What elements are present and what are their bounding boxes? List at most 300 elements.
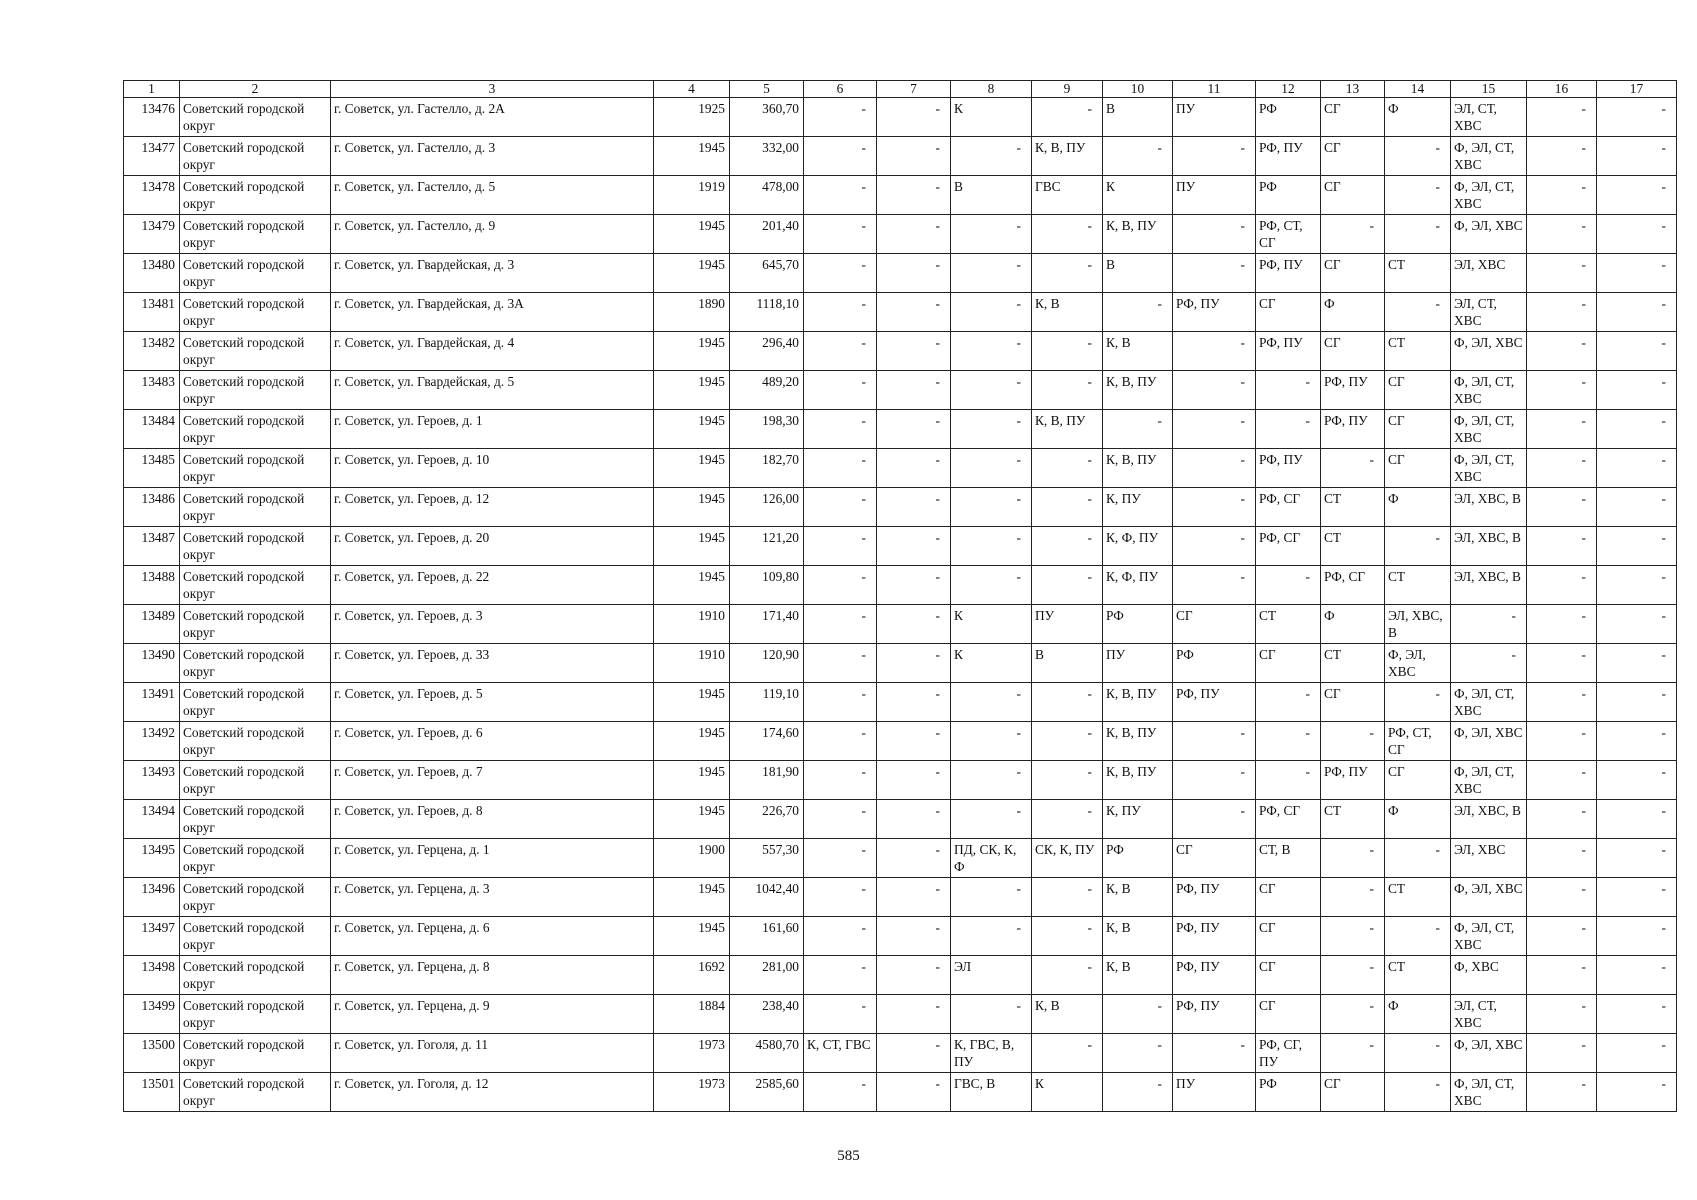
cell-col-13: СГ	[1321, 98, 1385, 137]
cell-col-11: ПУ	[1173, 176, 1256, 215]
cell-col-8: -	[951, 527, 1032, 566]
cell-col-4: 1945	[654, 488, 730, 527]
cell-col-15: Ф, ЭЛ, СТ, ХВС	[1451, 761, 1527, 800]
cell-col-6: -	[804, 761, 877, 800]
cell-col-13: -	[1321, 215, 1385, 254]
cell-col-7: -	[877, 371, 951, 410]
cell-col-6: -	[804, 722, 877, 761]
cell-col-10: -	[1103, 293, 1173, 332]
cell-col-3: г. Советск, ул. Героев, д. 6	[331, 722, 654, 761]
cell-col-2: Советский городской округ	[180, 488, 331, 527]
cell-col-15: ЭЛ, СТ, ХВС	[1451, 995, 1527, 1034]
cell-col-16: -	[1527, 1073, 1597, 1112]
cell-col-12: СГ	[1256, 995, 1321, 1034]
cell-col-11: ПУ	[1173, 1073, 1256, 1112]
cell-col-6: -	[804, 176, 877, 215]
cell-col-15: Ф, ЭЛ, ХВС	[1451, 1034, 1527, 1073]
cell-col-13: СТ	[1321, 488, 1385, 527]
cell-col-3: г. Советск, ул. Герцена, д. 3	[331, 878, 654, 917]
cell-col-1: 13493	[124, 761, 180, 800]
table-row	[124, 293, 1677, 332]
cell-col-6: -	[804, 371, 877, 410]
cell-col-1: 13495	[124, 839, 180, 878]
table-row	[124, 410, 1677, 449]
cell-col-13: -	[1321, 917, 1385, 956]
cell-col-7: -	[877, 449, 951, 488]
cell-col-14: СГ	[1385, 449, 1451, 488]
cell-col-17: -	[1597, 800, 1677, 839]
cell-col-3: г. Советск, ул. Героев, д. 12	[331, 488, 654, 527]
cell-col-4: 1945	[654, 215, 730, 254]
cell-col-5: 171,40	[730, 605, 804, 644]
cell-col-7: -	[877, 488, 951, 527]
cell-col-5: 161,60	[730, 917, 804, 956]
cell-col-10: -	[1103, 1073, 1173, 1112]
cell-col-8: В	[951, 176, 1032, 215]
cell-col-12: СГ	[1256, 917, 1321, 956]
cell-col-6: -	[804, 800, 877, 839]
column-header-3: 3	[331, 81, 654, 98]
cell-col-17: -	[1597, 527, 1677, 566]
cell-col-15: ЭЛ, ХВС, В	[1451, 566, 1527, 605]
table-row	[124, 176, 1677, 215]
cell-col-10: В	[1103, 98, 1173, 137]
cell-col-1: 13488	[124, 566, 180, 605]
cell-col-17: -	[1597, 566, 1677, 605]
cell-col-5: 489,20	[730, 371, 804, 410]
cell-col-17: -	[1597, 137, 1677, 176]
cell-col-5: 360,70	[730, 98, 804, 137]
cell-col-10: ПУ	[1103, 644, 1173, 683]
cell-col-4: 1692	[654, 956, 730, 995]
cell-col-6: -	[804, 1073, 877, 1112]
column-header-4: 4	[654, 81, 730, 98]
cell-col-5: 281,00	[730, 956, 804, 995]
cell-col-9: -	[1032, 1034, 1103, 1073]
cell-col-9: -	[1032, 917, 1103, 956]
cell-col-8: -	[951, 449, 1032, 488]
cell-col-9: В	[1032, 644, 1103, 683]
cell-col-10: РФ	[1103, 605, 1173, 644]
cell-col-10: К, В, ПУ	[1103, 683, 1173, 722]
cell-col-10: К, Ф, ПУ	[1103, 566, 1173, 605]
cell-col-13: -	[1321, 995, 1385, 1034]
cell-col-11: РФ, ПУ	[1173, 917, 1256, 956]
cell-col-2: Советский городской округ	[180, 1034, 331, 1073]
cell-col-12: РФ, СТ, СГ	[1256, 215, 1321, 254]
cell-col-17: -	[1597, 761, 1677, 800]
cell-col-2: Советский городской округ	[180, 917, 331, 956]
cell-col-16: -	[1527, 1034, 1597, 1073]
cell-col-8: -	[951, 293, 1032, 332]
cell-col-1: 13498	[124, 956, 180, 995]
cell-col-4: 1900	[654, 839, 730, 878]
cell-col-16: -	[1527, 371, 1597, 410]
cell-col-13: СТ	[1321, 644, 1385, 683]
cell-col-14: СГ	[1385, 371, 1451, 410]
cell-col-13: Ф	[1321, 605, 1385, 644]
cell-col-12: -	[1256, 566, 1321, 605]
cell-col-17: -	[1597, 1034, 1677, 1073]
cell-col-5: 478,00	[730, 176, 804, 215]
cell-col-7: -	[877, 878, 951, 917]
cell-col-10: К, ПУ	[1103, 488, 1173, 527]
cell-col-4: 1945	[654, 410, 730, 449]
cell-col-11: РФ, ПУ	[1173, 293, 1256, 332]
cell-col-12: РФ, ПУ	[1256, 254, 1321, 293]
cell-col-17: -	[1597, 176, 1677, 215]
cell-col-15: Ф, ЭЛ, СТ, ХВС	[1451, 371, 1527, 410]
cell-col-9: -	[1032, 566, 1103, 605]
cell-col-9: -	[1032, 488, 1103, 527]
cell-col-7: -	[877, 761, 951, 800]
cell-col-11: -	[1173, 449, 1256, 488]
cell-col-2: Советский городской округ	[180, 722, 331, 761]
cell-col-5: 126,00	[730, 488, 804, 527]
cell-col-4: 1919	[654, 176, 730, 215]
cell-col-11: ПУ	[1173, 98, 1256, 137]
cell-col-5: 182,70	[730, 449, 804, 488]
cell-col-15: ЭЛ, ХВС, В	[1451, 800, 1527, 839]
table-row	[124, 137, 1677, 176]
cell-col-8: -	[951, 683, 1032, 722]
cell-col-4: 1945	[654, 722, 730, 761]
cell-col-13: РФ, ПУ	[1321, 371, 1385, 410]
cell-col-1: 13500	[124, 1034, 180, 1073]
cell-col-4: 1884	[654, 995, 730, 1034]
cell-col-3: г. Советск, ул. Героев, д. 3	[331, 605, 654, 644]
cell-col-5: 645,70	[730, 254, 804, 293]
cell-col-13: -	[1321, 839, 1385, 878]
cell-col-3: г. Советск, ул. Гастелло, д. 2А	[331, 98, 654, 137]
cell-col-8: -	[951, 722, 1032, 761]
cell-col-9: -	[1032, 956, 1103, 995]
cell-col-12: РФ	[1256, 98, 1321, 137]
cell-col-2: Советский городской округ	[180, 1073, 331, 1112]
table-row	[124, 644, 1677, 683]
cell-col-12: РФ, СГ, ПУ	[1256, 1034, 1321, 1073]
cell-col-1: 13476	[124, 98, 180, 137]
cell-col-6: -	[804, 683, 877, 722]
cell-col-1: 13492	[124, 722, 180, 761]
cell-col-2: Советский городской округ	[180, 683, 331, 722]
cell-col-11: -	[1173, 215, 1256, 254]
cell-col-14: ЭЛ, ХВС, В	[1385, 605, 1451, 644]
cell-col-11: -	[1173, 800, 1256, 839]
cell-col-7: -	[877, 254, 951, 293]
cell-col-11: -	[1173, 371, 1256, 410]
column-header-11: 11	[1173, 81, 1256, 98]
cell-col-8: -	[951, 371, 1032, 410]
cell-col-7: -	[877, 1073, 951, 1112]
cell-col-12: РФ	[1256, 176, 1321, 215]
cell-col-11: РФ, ПУ	[1173, 878, 1256, 917]
cell-col-16: -	[1527, 644, 1597, 683]
cell-col-14: СТ	[1385, 956, 1451, 995]
cell-col-3: г. Советск, ул. Героев, д. 1	[331, 410, 654, 449]
table-row	[124, 839, 1677, 878]
cell-col-8: К	[951, 644, 1032, 683]
cell-col-6: -	[804, 917, 877, 956]
table-header	[124, 81, 1677, 98]
table-row	[124, 995, 1677, 1034]
cell-col-1: 13496	[124, 878, 180, 917]
cell-col-2: Советский городской округ	[180, 839, 331, 878]
cell-col-14: Ф	[1385, 995, 1451, 1034]
cell-col-16: -	[1527, 137, 1597, 176]
cell-col-17: -	[1597, 293, 1677, 332]
cell-col-15: Ф, ЭЛ, ХВС	[1451, 215, 1527, 254]
cell-col-8: ЭЛ	[951, 956, 1032, 995]
cell-col-10: К, ПУ	[1103, 800, 1173, 839]
cell-col-3: г. Советск, ул. Героев, д. 7	[331, 761, 654, 800]
cell-col-5: 2585,60	[730, 1073, 804, 1112]
cell-col-2: Советский городской округ	[180, 215, 331, 254]
cell-col-4: 1945	[654, 917, 730, 956]
cell-col-4: 1973	[654, 1034, 730, 1073]
cell-col-11: -	[1173, 566, 1256, 605]
cell-col-3: г. Советск, ул. Гвардейская, д. 5	[331, 371, 654, 410]
cell-col-10: К, В	[1103, 332, 1173, 371]
cell-col-2: Советский городской округ	[180, 332, 331, 371]
cell-col-10: К, В, ПУ	[1103, 722, 1173, 761]
cell-col-13: -	[1321, 1034, 1385, 1073]
cell-col-14: Ф	[1385, 98, 1451, 137]
cell-col-11: -	[1173, 254, 1256, 293]
cell-col-13: -	[1321, 878, 1385, 917]
cell-col-13: СГ	[1321, 332, 1385, 371]
cell-col-2: Советский городской округ	[180, 137, 331, 176]
cell-col-14: -	[1385, 176, 1451, 215]
cell-col-9: К, В	[1032, 293, 1103, 332]
table-row	[124, 956, 1677, 995]
cell-col-2: Советский городской округ	[180, 449, 331, 488]
cell-col-10: К, Ф, ПУ	[1103, 527, 1173, 566]
column-header-8: 8	[951, 81, 1032, 98]
cell-col-2: Советский городской округ	[180, 761, 331, 800]
cell-col-15: Ф, ЭЛ, ХВС	[1451, 332, 1527, 371]
cell-col-7: -	[877, 800, 951, 839]
cell-col-12: СТ	[1256, 605, 1321, 644]
cell-col-10: К, В, ПУ	[1103, 761, 1173, 800]
cell-col-12: -	[1256, 371, 1321, 410]
cell-col-9: -	[1032, 371, 1103, 410]
cell-col-5: 109,80	[730, 566, 804, 605]
cell-col-10: К, В, ПУ	[1103, 371, 1173, 410]
cell-col-14: СГ	[1385, 761, 1451, 800]
cell-col-13: СТ	[1321, 527, 1385, 566]
cell-col-15: -	[1451, 605, 1527, 644]
cell-col-6: -	[804, 410, 877, 449]
cell-col-3: г. Советск, ул. Героев, д. 10	[331, 449, 654, 488]
cell-col-17: -	[1597, 254, 1677, 293]
table-row	[124, 683, 1677, 722]
cell-col-14: -	[1385, 527, 1451, 566]
cell-col-5: 198,30	[730, 410, 804, 449]
cell-col-12: РФ, СГ	[1256, 800, 1321, 839]
table-row	[124, 332, 1677, 371]
cell-col-3: г. Советск, ул. Гастелло, д. 3	[331, 137, 654, 176]
column-header-7: 7	[877, 81, 951, 98]
cell-col-7: -	[877, 98, 951, 137]
cell-col-14: -	[1385, 215, 1451, 254]
cell-col-15: Ф, ЭЛ, СТ, ХВС	[1451, 449, 1527, 488]
cell-col-9: -	[1032, 254, 1103, 293]
cell-col-9: -	[1032, 449, 1103, 488]
cell-col-10: К	[1103, 176, 1173, 215]
table-row	[124, 488, 1677, 527]
cell-col-17: -	[1597, 1073, 1677, 1112]
cell-col-14: Ф	[1385, 800, 1451, 839]
cell-col-13: РФ, ПУ	[1321, 761, 1385, 800]
cell-col-2: Советский городской округ	[180, 878, 331, 917]
table-body	[124, 98, 1677, 1112]
cell-col-8: -	[951, 488, 1032, 527]
cell-col-13: СГ	[1321, 683, 1385, 722]
cell-col-8: -	[951, 332, 1032, 371]
cell-col-10: -	[1103, 1034, 1173, 1073]
cell-col-14: Ф	[1385, 488, 1451, 527]
cell-col-5: 4580,70	[730, 1034, 804, 1073]
cell-col-12: СГ	[1256, 956, 1321, 995]
cell-col-2: Советский городской округ	[180, 605, 331, 644]
cell-col-1: 13494	[124, 800, 180, 839]
cell-col-17: -	[1597, 605, 1677, 644]
cell-col-8: -	[951, 137, 1032, 176]
cell-col-4: 1945	[654, 566, 730, 605]
cell-col-17: -	[1597, 917, 1677, 956]
cell-col-10: -	[1103, 410, 1173, 449]
cell-col-3: г. Советск, ул. Гастелло, д. 9	[331, 215, 654, 254]
cell-col-7: -	[877, 215, 951, 254]
cell-col-16: -	[1527, 332, 1597, 371]
cell-col-5: 201,40	[730, 215, 804, 254]
table-row	[124, 98, 1677, 137]
cell-col-5: 1042,40	[730, 878, 804, 917]
cell-col-9: К	[1032, 1073, 1103, 1112]
cell-col-8: -	[951, 917, 1032, 956]
cell-col-8: К, ГВС, В, ПУ	[951, 1034, 1032, 1073]
cell-col-17: -	[1597, 449, 1677, 488]
cell-col-15: ЭЛ, ХВС, В	[1451, 488, 1527, 527]
cell-col-17: -	[1597, 215, 1677, 254]
table-row	[124, 800, 1677, 839]
cell-col-11: РФ, ПУ	[1173, 956, 1256, 995]
cell-col-3: г. Советск, ул. Героев, д. 5	[331, 683, 654, 722]
cell-col-11: РФ, ПУ	[1173, 995, 1256, 1034]
cell-col-17: -	[1597, 332, 1677, 371]
cell-col-1: 13484	[124, 410, 180, 449]
table-row	[124, 917, 1677, 956]
cell-col-13: Ф	[1321, 293, 1385, 332]
column-header-16: 16	[1527, 81, 1597, 98]
cell-col-15: Ф, ЭЛ, СТ, ХВС	[1451, 1073, 1527, 1112]
cell-col-4: 1910	[654, 605, 730, 644]
cell-col-14: СТ	[1385, 254, 1451, 293]
header-row	[124, 81, 1677, 98]
cell-col-6: -	[804, 215, 877, 254]
cell-col-7: -	[877, 1034, 951, 1073]
cell-col-10: К, В	[1103, 956, 1173, 995]
cell-col-3: г. Советск, ул. Героев, д. 8	[331, 800, 654, 839]
cell-col-6: К, СТ, ГВС	[804, 1034, 877, 1073]
cell-col-5: 226,70	[730, 800, 804, 839]
cell-col-14: -	[1385, 1073, 1451, 1112]
cell-col-7: -	[877, 956, 951, 995]
cell-col-17: -	[1597, 644, 1677, 683]
cell-col-5: 174,60	[730, 722, 804, 761]
cell-col-9: -	[1032, 878, 1103, 917]
cell-col-9: К, В	[1032, 995, 1103, 1034]
cell-col-6: -	[804, 995, 877, 1034]
cell-col-16: -	[1527, 839, 1597, 878]
cell-col-16: -	[1527, 215, 1597, 254]
cell-col-6: -	[804, 527, 877, 566]
cell-col-12: -	[1256, 683, 1321, 722]
cell-col-13: -	[1321, 956, 1385, 995]
cell-col-2: Советский городской округ	[180, 254, 331, 293]
cell-col-10: К, В	[1103, 917, 1173, 956]
cell-col-17: -	[1597, 995, 1677, 1034]
cell-col-4: 1945	[654, 527, 730, 566]
table-row	[124, 1034, 1677, 1073]
cell-col-12: РФ, ПУ	[1256, 332, 1321, 371]
cell-col-8: -	[951, 878, 1032, 917]
cell-col-4: 1910	[654, 644, 730, 683]
cell-col-8: -	[951, 566, 1032, 605]
cell-col-7: -	[877, 566, 951, 605]
cell-col-7: -	[877, 683, 951, 722]
cell-col-16: -	[1527, 683, 1597, 722]
cell-col-8: -	[951, 410, 1032, 449]
cell-col-6: -	[804, 566, 877, 605]
cell-col-7: -	[877, 995, 951, 1034]
cell-col-9: -	[1032, 215, 1103, 254]
cell-col-12: РФ, ПУ	[1256, 137, 1321, 176]
cell-col-2: Советский городской округ	[180, 566, 331, 605]
cell-col-14: -	[1385, 839, 1451, 878]
cell-col-1: 13499	[124, 995, 180, 1034]
cell-col-1: 13491	[124, 683, 180, 722]
cell-col-3: г. Советск, ул. Герцена, д. 8	[331, 956, 654, 995]
cell-col-15: Ф, ЭЛ, ХВС	[1451, 722, 1527, 761]
cell-col-2: Советский городской округ	[180, 995, 331, 1034]
column-header-17: 17	[1597, 81, 1677, 98]
cell-col-4: 1945	[654, 449, 730, 488]
cell-col-10: К, В	[1103, 878, 1173, 917]
cell-col-3: г. Советск, ул. Герцена, д. 9	[331, 995, 654, 1034]
cell-col-1: 13501	[124, 1073, 180, 1112]
cell-col-7: -	[877, 176, 951, 215]
cell-col-14: -	[1385, 917, 1451, 956]
cell-col-9: ПУ	[1032, 605, 1103, 644]
cell-col-11: РФ	[1173, 644, 1256, 683]
cell-col-5: 121,20	[730, 527, 804, 566]
cell-col-16: -	[1527, 800, 1597, 839]
cell-col-3: г. Советск, ул. Гоголя, д. 11	[331, 1034, 654, 1073]
cell-col-9: -	[1032, 722, 1103, 761]
cell-col-12: СГ	[1256, 293, 1321, 332]
cell-col-17: -	[1597, 956, 1677, 995]
cell-col-12: РФ, СГ	[1256, 527, 1321, 566]
cell-col-15: -	[1451, 644, 1527, 683]
cell-col-15: Ф, ЭЛ, СТ, ХВС	[1451, 176, 1527, 215]
cell-col-10: К, В, ПУ	[1103, 449, 1173, 488]
cell-col-14: -	[1385, 137, 1451, 176]
cell-col-6: -	[804, 98, 877, 137]
cell-col-17: -	[1597, 488, 1677, 527]
cell-col-16: -	[1527, 566, 1597, 605]
